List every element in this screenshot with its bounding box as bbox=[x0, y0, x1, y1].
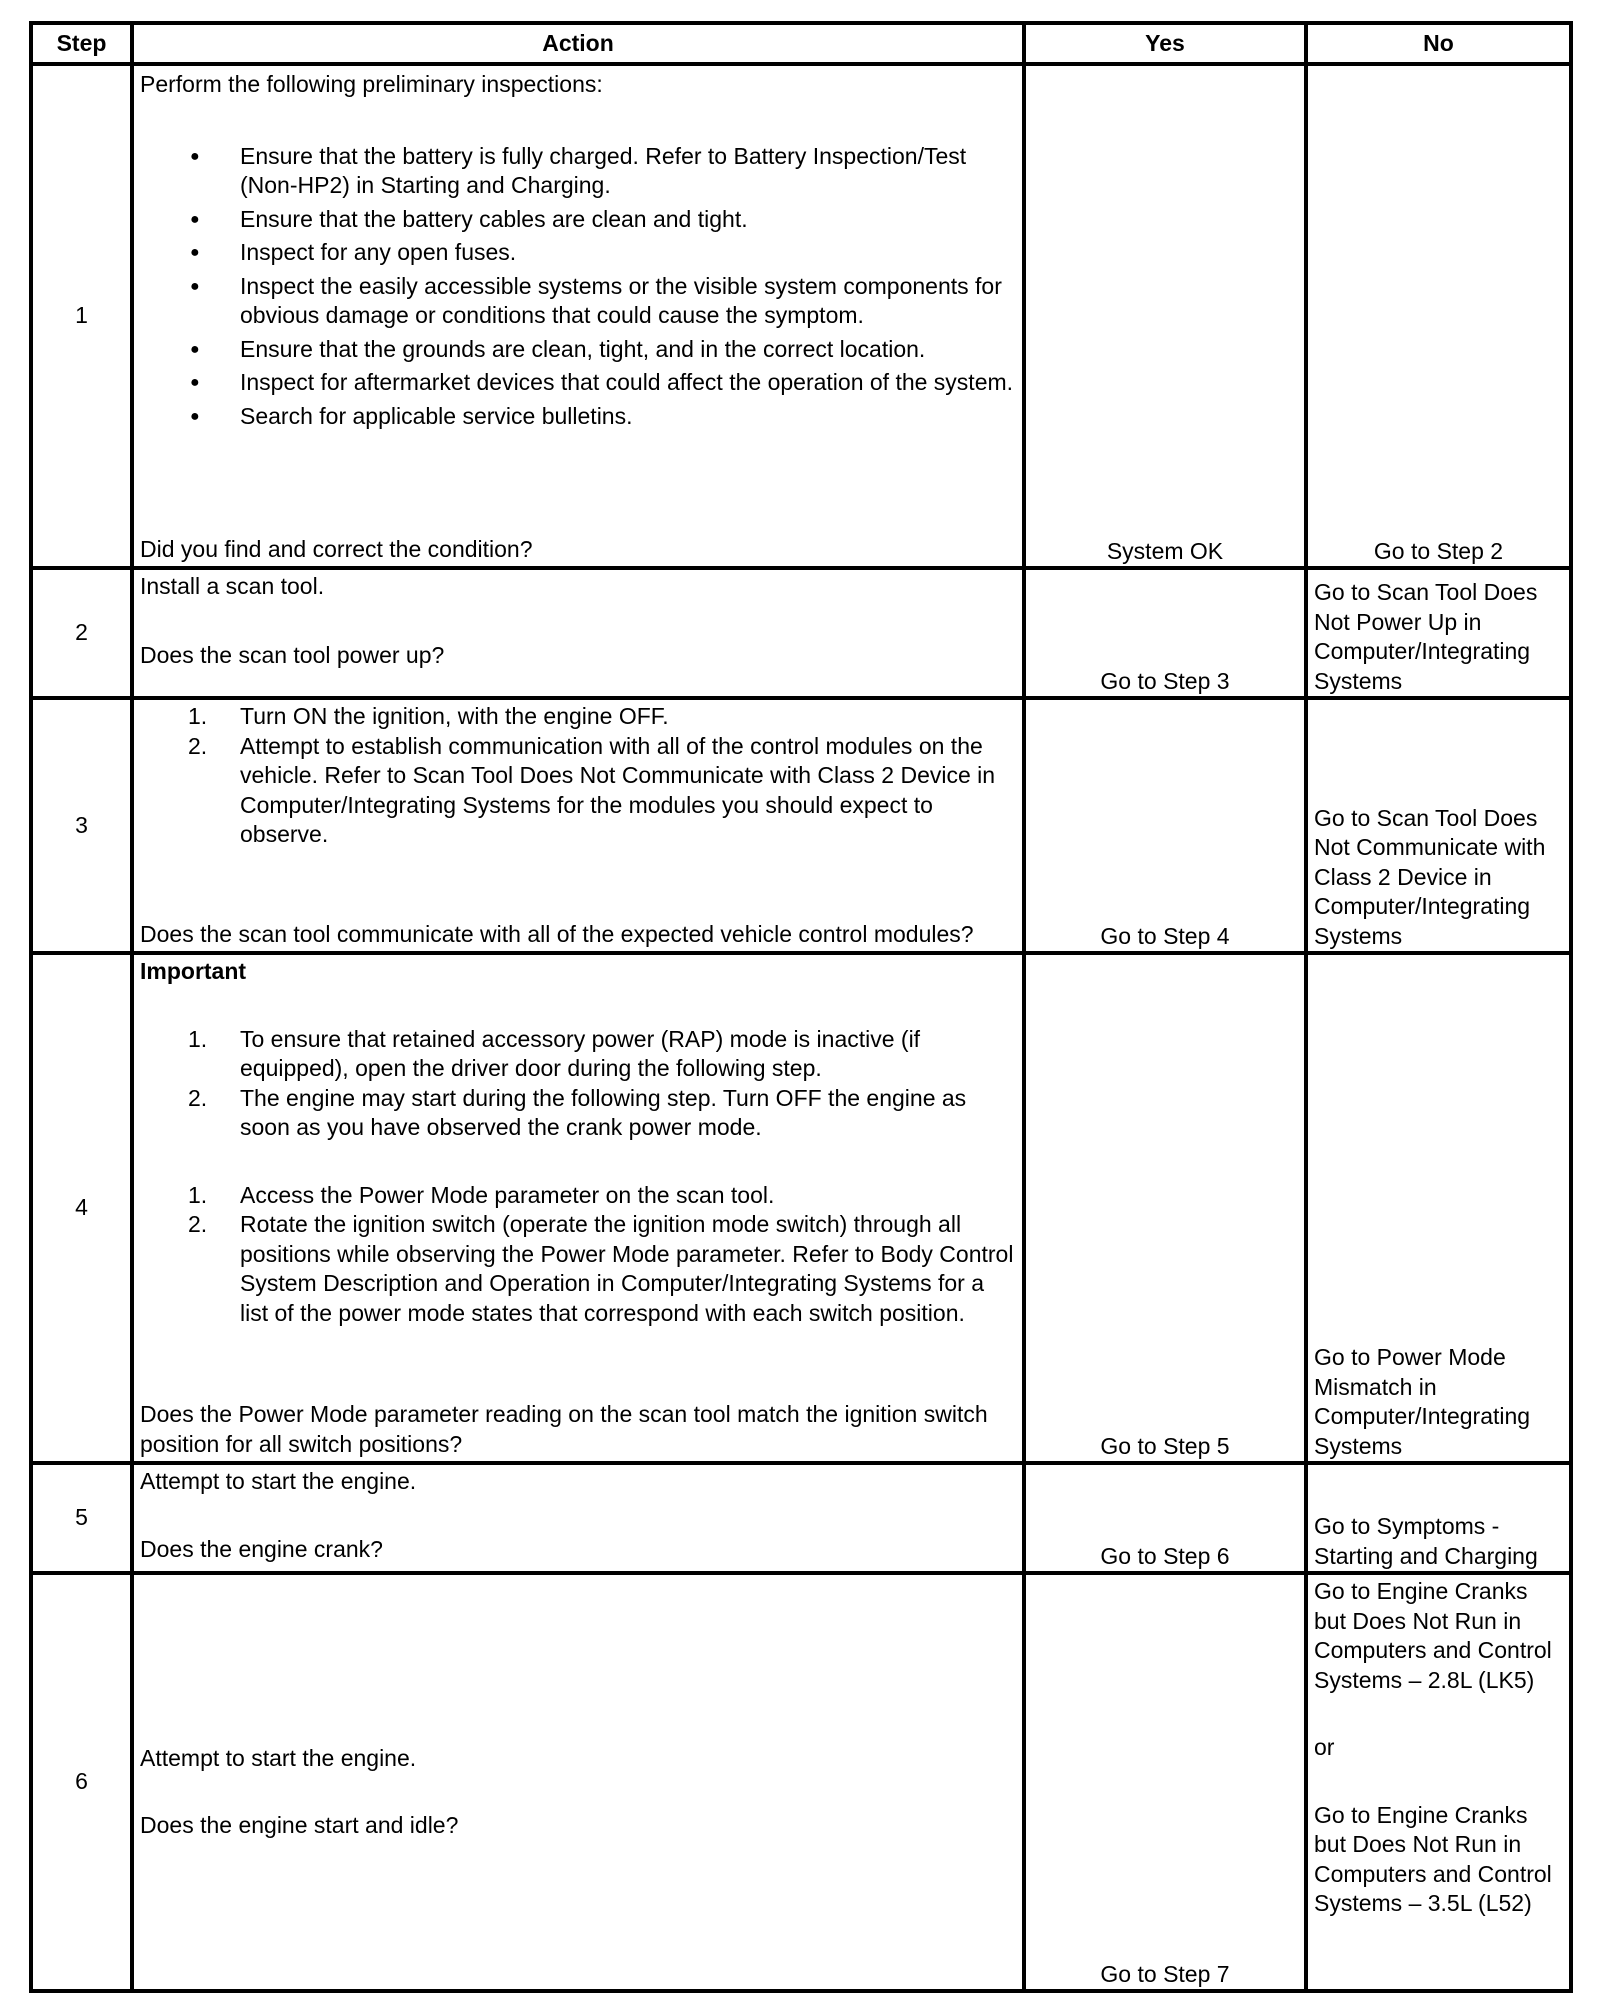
important-list bbox=[140, 1025, 1016, 1143]
action-cell bbox=[132, 698, 1024, 953]
no-result-or: or bbox=[1314, 1734, 1335, 1760]
no-result: Go to Step 2 bbox=[1306, 64, 1571, 568]
action-cell bbox=[132, 64, 1024, 568]
procedure-list bbox=[140, 702, 1016, 850]
list-item: ● Ensure that the battery cables are clean and tight. bbox=[240, 205, 1016, 235]
yes-result: Go to Step 3 bbox=[1024, 568, 1306, 698]
list-item: ● Inspect for any open fuses. bbox=[240, 238, 1016, 268]
step-number: 4 bbox=[31, 953, 132, 1463]
step-number: 6 bbox=[31, 1573, 132, 1991]
action-cell bbox=[132, 568, 1024, 698]
action-intro: Install a scan tool. bbox=[140, 573, 325, 599]
step-number: 3 bbox=[31, 698, 132, 953]
action-cell bbox=[132, 1463, 1024, 1573]
table-row bbox=[31, 1573, 1571, 1991]
list-item: Attempt to establish communication with all of the control modules on the vehicle. Refer to Scan Tool Does Not Communicate with Class 2 Device in Computer/Integrating Systems for the modules you should expect to observe. bbox=[240, 732, 996, 847]
header-row bbox=[31, 23, 1571, 64]
table-row bbox=[31, 953, 1571, 1463]
list-item: To ensure that retained accessory power (RAP) mode is inactive (if equipped), open the driver door during the following step. bbox=[240, 1025, 921, 1081]
no-result: Go to Symptoms - Starting and Charging bbox=[1306, 1463, 1571, 1573]
step-number: 5 bbox=[31, 1463, 132, 1573]
list-item: The engine may start during the following step. Turn OFF the engine as soon as you have observed the crank power mode. bbox=[240, 1084, 967, 1140]
action-intro: Attempt to start the engine. bbox=[140, 1468, 417, 1494]
table-row bbox=[31, 1463, 1571, 1573]
list-item: Rotate the ignition switch (operate the ignition mode switch) through all positions while observing the Power Mode parameter. Refer to Body Control System Description and Operation in Computer/Integrating Systems for a list of the power mode states that correspond with each switch position. bbox=[240, 1211, 1014, 1326]
yes-result: Go to Step 4 bbox=[1024, 698, 1306, 953]
list-item: ● Inspect for aftermarket devices that could affect the operation of the system. bbox=[240, 368, 1016, 398]
action-question: Does the Power Mode parameter reading on the scan tool match the ignition switch position for all switch positions? bbox=[140, 1401, 988, 1457]
header-step: Step bbox=[31, 23, 132, 64]
action-question: Does the engine start and idle? bbox=[140, 1812, 459, 1838]
yes-result: Go to Step 6 bbox=[1024, 1463, 1306, 1573]
action-question: Does the engine crank? bbox=[140, 1535, 383, 1562]
action-question: Did you find and correct the condition? bbox=[140, 535, 533, 562]
header-yes: Yes bbox=[1024, 23, 1306, 64]
action-question: Does the scan tool communicate with all of the expected vehicle control modules? bbox=[140, 920, 974, 947]
action-intro: Attempt to start the engine. bbox=[140, 1744, 417, 1771]
table-row bbox=[31, 64, 1571, 568]
step-number: 1 bbox=[31, 64, 132, 568]
procedure-list bbox=[140, 1181, 1016, 1329]
header-no: No bbox=[1306, 23, 1571, 64]
inspection-list bbox=[140, 142, 1016, 432]
yes-result: System OK bbox=[1024, 64, 1306, 568]
header-action: Action bbox=[132, 23, 1024, 64]
action-cell bbox=[132, 1573, 1024, 1991]
action-cell bbox=[132, 953, 1024, 1463]
list-item: ● Inspect the easily accessible systems or the visible system components for obvious damage or conditions that could cause the symptom. bbox=[240, 272, 1016, 331]
diagnostic-table bbox=[29, 21, 1573, 1993]
table-row bbox=[31, 698, 1571, 953]
no-result: Go to Scan Tool Does Not Power Up in Computer/Integrating Systems bbox=[1306, 568, 1571, 698]
list-item: Access the Power Mode parameter on the scan tool. bbox=[240, 1181, 775, 1208]
list-item: ● Ensure that the grounds are clean, tight, and in the correct location. bbox=[240, 335, 1016, 365]
yes-result: Go to Step 7 bbox=[1024, 1573, 1306, 1991]
list-item: ● Ensure that the battery is fully charged. Refer to Battery Inspection/Test (Non-HP2) in Starting and Charging. bbox=[240, 142, 1016, 201]
table-row bbox=[31, 568, 1571, 698]
no-result bbox=[1306, 1573, 1571, 1991]
list-item: Turn ON the ignition, with the engine OFF. bbox=[240, 703, 669, 729]
no-result: Go to Power Mode Mismatch in Computer/Integrating Systems bbox=[1306, 953, 1571, 1463]
action-question: Does the scan tool power up? bbox=[140, 641, 445, 668]
action-intro: Perform the following preliminary inspections: bbox=[140, 71, 603, 97]
no-result-second: Go to Engine Cranks but Does Not Run in Computers and Control Systems – 3.5L (L52) bbox=[1314, 1801, 1552, 1916]
no-result: Go to Scan Tool Does Not Communicate with Class 2 Device in Computer/Integrating Systems bbox=[1306, 698, 1571, 953]
important-label: Important bbox=[140, 958, 247, 984]
yes-result: Go to Step 5 bbox=[1024, 953, 1306, 1463]
step-number: 2 bbox=[31, 568, 132, 698]
no-result-first: Go to Engine Cranks but Does Not Run in Computers and Control Systems – 2.8L (LK5) bbox=[1314, 1578, 1552, 1693]
list-item: ● Search for applicable service bulletins. bbox=[240, 402, 1016, 432]
